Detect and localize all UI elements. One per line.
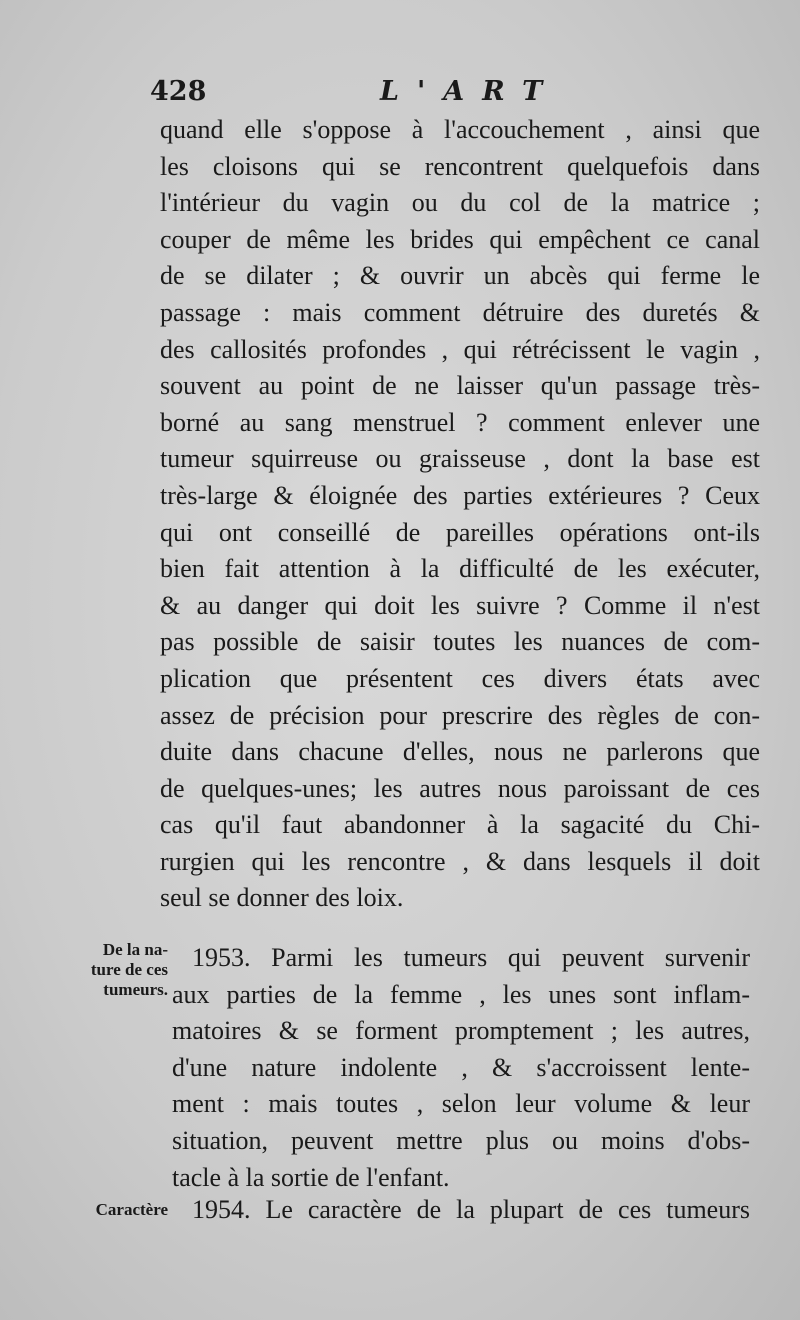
page-header [150,72,590,112]
text-line: 1953. Parmi les tumeurs qui peuvent survenir [192,943,750,972]
margin-note-1954 [40,1200,168,1220]
text-line: 1954. Le caractère de la plupart de ces tumeurs [192,1195,750,1224]
text-line: tumeur squirreuse ou graisseuse , dont la base est [160,444,760,474]
text-line: les cloisons qui se rencontrent quelquefois dans [160,151,760,181]
text-line: souvent au point de ne laisser qu'un passage très- [160,371,760,401]
text-line: des callosités profondes , qui rétrécissent le vagin , [160,334,760,364]
text-line: d'une nature indolente , & s'accroissent lente- [172,1052,750,1082]
text-line: très-large & éloignée des parties extérieures ? Ceux [160,480,760,510]
text-line: bien fait attention à la difficulté de les exécuter, [160,554,760,584]
page-number: 428 [150,76,207,107]
text-line: plication que présentent ces divers états avec [160,663,760,693]
margin-note-line: ture de ces [90,960,168,979]
text-line: de quelques-unes; les autres nous paroissant de ces [160,773,760,803]
text-line: pas possible de saisir toutes les nuances de com- [160,627,760,657]
text-line: de se dilater ; & ouvrir un abcès qui ferme le [160,261,760,291]
text-line: borné au sang menstruel ? comment enlever une [160,407,760,437]
text-line: matoires & se forment promptement ; les autres, [172,1016,750,1046]
text-line: quand elle s'oppose à l'accouchement , ainsi que [160,115,760,144]
text-line: cas qu'il faut abandonner à la sagacité du Chi- [160,810,760,840]
text-line: aux parties de la femme , les unes sont inflam- [172,979,750,1009]
margin-note-line: tumeurs. [103,980,168,999]
margin-note-line: Caractère [95,1200,168,1219]
margin-note-line: De la na- [102,940,168,959]
text-line: seul se donner des loix. [160,883,404,913]
margin-note-1953 [40,940,168,1000]
text-line: l'intérieur du vagin ou du col de la matrice ; [160,188,760,218]
main-paragraph [160,112,760,917]
paragraph-1953 [172,940,750,1196]
text-line: rurgien qui les rencontre , & dans lesquels il doit [160,846,760,876]
text-line: qui ont conseillé de pareilles opérations ont-ils [160,517,760,547]
text-line: passage : mais comment détruire des duretés & [160,297,760,327]
text-line: situation, peuvent mettre plus ou moins d'obs- [172,1125,750,1155]
text-line: assez de précision pour prescrire des règles de con- [160,700,760,730]
text-line: couper de même les brides qui empêchent ce canal [160,224,760,254]
text-line: duite dans chacune d'elles, nous ne parlerons que [160,737,760,767]
text-line: tacle à la sortie de l'enfant. [172,1162,450,1192]
text-line: ment : mais toutes , selon leur volume & leur [172,1089,750,1119]
running-title: L'ART [380,76,561,107]
paragraph-1954 [172,1192,750,1229]
text-line: & au danger qui doit les suivre ? Comme il n'est [160,590,760,620]
